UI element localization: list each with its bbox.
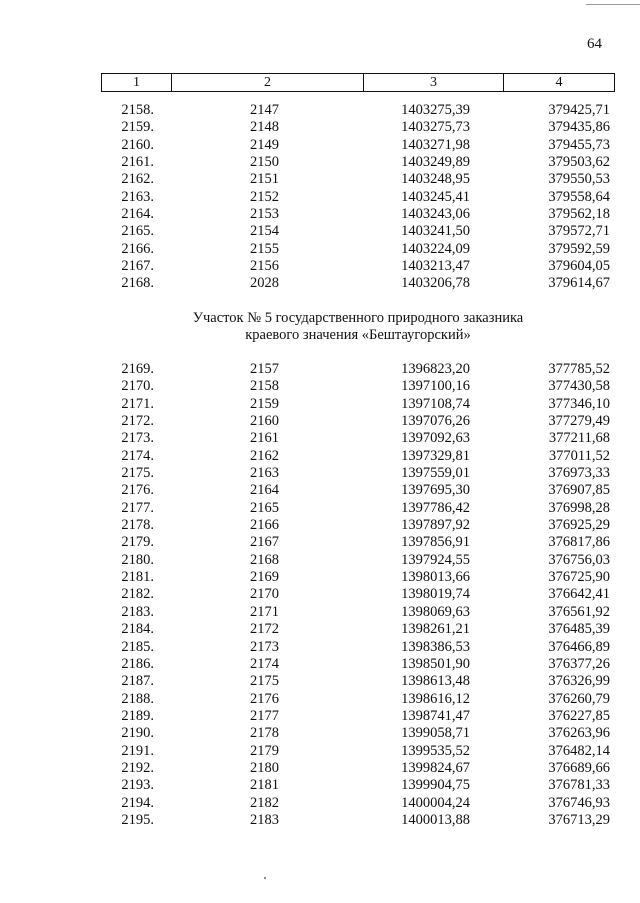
cell-col-4: 376466,89 <box>548 638 610 655</box>
table-row <box>0 725 640 742</box>
cell-col-4: 377785,52 <box>548 361 610 377</box>
cell-col-4: 379572,71 <box>548 223 610 240</box>
cell-col-2: 2165 <box>250 499 279 516</box>
cell-col-1: 2171. <box>121 395 154 412</box>
cell-col-4: 379562,18 <box>548 206 610 223</box>
cell-col-2: 2183 <box>250 811 279 828</box>
cell-col-4: 376227,85 <box>548 707 610 724</box>
cell-col-3: 1398386,53 <box>401 638 470 655</box>
scan-mark <box>264 877 266 879</box>
cell-col-1: 2163. <box>121 188 154 205</box>
table-row <box>0 137 640 154</box>
cell-col-2: 2159 <box>250 395 279 412</box>
cell-col-3: 1397924,55 <box>401 551 470 568</box>
table-row <box>0 413 640 430</box>
cell-col-1: 2194. <box>121 794 154 811</box>
cell-col-3: 1403275,39 <box>401 102 470 118</box>
cell-col-4: 379550,53 <box>548 171 610 188</box>
cell-col-1: 2158. <box>121 102 154 118</box>
cell-col-2: 2170 <box>250 586 279 603</box>
table-row <box>0 743 640 760</box>
cell-col-2: 2175 <box>250 673 279 690</box>
cell-col-3: 1397856,91 <box>401 534 470 551</box>
cell-col-1: 2175. <box>121 465 154 482</box>
cell-col-3: 1399904,75 <box>401 777 470 794</box>
cell-col-1: 2184. <box>121 621 154 638</box>
cell-col-3: 1403275,73 <box>401 119 470 136</box>
cell-col-1: 2165. <box>121 223 154 240</box>
cell-col-3: 1398501,90 <box>401 655 470 672</box>
table-header <box>101 73 615 92</box>
table-row <box>0 500 640 517</box>
cell-col-2: 2179 <box>250 742 279 759</box>
cell-col-2: 2173 <box>250 638 279 655</box>
cell-col-3: 1397100,16 <box>401 378 470 395</box>
cell-col-2: 2169 <box>250 569 279 586</box>
cell-col-2: 2150 <box>250 154 279 171</box>
cell-col-3: 1403224,09 <box>401 240 470 257</box>
cell-col-1: 2190. <box>121 725 154 742</box>
cell-col-2: 2149 <box>250 136 279 153</box>
section-title-line-1: Участок № 5 государственного природного заказника <box>192 310 524 326</box>
cell-col-2: 2182 <box>250 794 279 811</box>
cell-col-4: 379604,05 <box>548 258 610 275</box>
cell-col-3: 1403245,41 <box>401 188 470 205</box>
cell-col-1: 2164. <box>121 206 154 223</box>
table-row <box>0 361 640 378</box>
cell-col-2: 2160 <box>250 413 279 430</box>
cell-col-4: 377211,68 <box>548 430 610 447</box>
cell-col-2: 2158 <box>250 378 279 395</box>
table-row <box>0 760 640 777</box>
cell-col-3: 1403248,95 <box>401 171 470 188</box>
cell-col-4: 376998,28 <box>548 499 610 516</box>
cell-col-4: 376642,41 <box>548 586 610 603</box>
table-row <box>0 448 640 465</box>
table-row <box>0 119 640 136</box>
cell-col-4: 376746,93 <box>548 794 610 811</box>
table-row <box>0 621 640 638</box>
table-row <box>0 258 640 275</box>
cell-col-2: 2168 <box>250 551 279 568</box>
cell-col-3: 1398741,47 <box>401 707 470 724</box>
table-row <box>0 189 640 206</box>
table-row <box>0 465 640 482</box>
cell-col-1: 2167. <box>121 258 154 275</box>
cell-col-2: 2153 <box>250 206 279 223</box>
page-number: 64 <box>587 36 602 52</box>
cell-col-1: 2181. <box>121 569 154 586</box>
cell-col-2: 2180 <box>250 759 279 776</box>
cell-col-3: 1397108,74 <box>401 395 470 412</box>
cell-col-1: 2183. <box>121 603 154 620</box>
cell-col-4: 379503,62 <box>548 154 610 171</box>
cell-col-1: 2173. <box>121 430 154 447</box>
cell-col-2: 2166 <box>250 517 279 534</box>
cell-col-1: 2178. <box>121 517 154 534</box>
table-row <box>0 430 640 447</box>
cell-col-3: 1403213,47 <box>401 258 470 275</box>
cell-col-3: 1397076,26 <box>401 413 470 430</box>
table-row <box>0 812 640 829</box>
cell-col-4: 379614,67 <box>548 275 610 292</box>
cell-col-4: 376689,66 <box>548 759 610 776</box>
cell-col-2: 2164 <box>250 482 279 499</box>
cell-col-4: 376725,90 <box>548 569 610 586</box>
cell-col-2: 2161 <box>250 430 279 447</box>
cell-col-4: 377346,10 <box>548 395 610 412</box>
cell-col-4: 379425,71 <box>548 102 610 118</box>
cell-col-1: 2185. <box>121 638 154 655</box>
cell-col-4: 379592,59 <box>548 240 610 257</box>
cell-col-4: 377011,52 <box>548 447 610 464</box>
cell-col-3: 1397329,81 <box>401 447 470 464</box>
cell-col-3: 1403249,89 <box>401 154 470 171</box>
table-row <box>0 378 640 395</box>
cell-col-4: 376260,79 <box>548 690 610 707</box>
header-col-4: 4 <box>503 74 614 91</box>
cell-col-1: 2193. <box>121 777 154 794</box>
cell-col-4: 376781,33 <box>548 777 610 794</box>
cell-col-1: 2179. <box>121 534 154 551</box>
cell-col-4: 377279,49 <box>548 413 610 430</box>
cell-col-4: 376561,92 <box>548 603 610 620</box>
cell-col-4: 379455,73 <box>548 136 610 153</box>
cell-col-3: 1400013,88 <box>401 811 470 828</box>
cell-col-3: 1403243,06 <box>401 206 470 223</box>
table-row <box>0 708 640 725</box>
cell-col-1: 2188. <box>121 690 154 707</box>
cell-col-1: 2160. <box>121 136 154 153</box>
cell-col-1: 2170. <box>121 378 154 395</box>
cell-col-2: 2181 <box>250 777 279 794</box>
section-title <box>0 310 640 344</box>
cell-col-2: 2151 <box>250 171 279 188</box>
cell-col-3: 1398616,12 <box>401 690 470 707</box>
section-title-line-2: краевого значения «Бештаугорский» <box>245 327 471 343</box>
cell-col-1: 2161. <box>121 154 154 171</box>
table-row <box>0 275 640 292</box>
cell-col-2: 2172 <box>250 621 279 638</box>
table-row <box>0 534 640 551</box>
cell-col-1: 2182. <box>121 586 154 603</box>
cell-col-4: 376925,29 <box>548 517 610 534</box>
cell-col-2: 2162 <box>250 447 279 464</box>
table-row <box>0 171 640 188</box>
cell-col-3: 1398069,63 <box>401 603 470 620</box>
cell-col-3: 1399058,71 <box>401 725 470 742</box>
cell-col-2: 2178 <box>250 725 279 742</box>
cell-col-2: 2167 <box>250 534 279 551</box>
coordinates-table-top <box>0 102 640 293</box>
cell-col-4: 376756,03 <box>548 551 610 568</box>
cell-col-3: 1397897,92 <box>401 517 470 534</box>
cell-col-4: 376482,14 <box>548 742 610 759</box>
cell-col-3: 1398613,48 <box>401 673 470 690</box>
table-row <box>0 777 640 794</box>
cell-col-3: 1403206,78 <box>401 275 470 292</box>
cell-col-3: 1398013,66 <box>401 569 470 586</box>
table-row <box>0 673 640 690</box>
cell-col-4: 376713,29 <box>548 811 610 828</box>
cell-col-3: 1400004,24 <box>401 794 470 811</box>
cell-col-4: 376377,26 <box>548 655 610 672</box>
cell-col-4: 376817,86 <box>548 534 610 551</box>
cell-col-1: 2192. <box>121 759 154 776</box>
cell-col-2: 2152 <box>250 188 279 205</box>
cell-col-1: 2176. <box>121 482 154 499</box>
cell-col-2: 2176 <box>250 690 279 707</box>
cell-col-3: 1397559,01 <box>401 465 470 482</box>
table-row <box>0 241 640 258</box>
cell-col-4: 376326,99 <box>548 673 610 690</box>
cell-col-2: 2174 <box>250 655 279 672</box>
cell-col-4: 376907,85 <box>548 482 610 499</box>
cell-col-1: 2195. <box>121 811 154 828</box>
table-row <box>0 223 640 240</box>
table-row <box>0 552 640 569</box>
top-rule <box>586 4 640 5</box>
table-row <box>0 795 640 812</box>
cell-col-3: 1398019,74 <box>401 586 470 603</box>
coordinates-table-bottom <box>0 361 640 829</box>
cell-col-3: 1397786,42 <box>401 499 470 516</box>
cell-col-1: 2172. <box>121 413 154 430</box>
cell-col-3: 1396823,20 <box>401 361 470 377</box>
cell-col-3: 1399824,67 <box>401 759 470 776</box>
cell-col-1: 2174. <box>121 447 154 464</box>
cell-col-3: 1403271,98 <box>401 136 470 153</box>
cell-col-2: 2148 <box>250 119 279 136</box>
cell-col-2: 2177 <box>250 707 279 724</box>
cell-col-1: 2169. <box>121 361 154 377</box>
table-row <box>0 639 640 656</box>
cell-col-2: 2163 <box>250 465 279 482</box>
cell-col-1: 2186. <box>121 655 154 672</box>
cell-col-1: 2187. <box>121 673 154 690</box>
cell-col-3: 1397092,63 <box>401 430 470 447</box>
cell-col-2: 2154 <box>250 223 279 240</box>
cell-col-1: 2168. <box>121 275 154 292</box>
cell-col-4: 376263,96 <box>548 725 610 742</box>
cell-col-2: 2156 <box>250 258 279 275</box>
cell-col-2: 2171 <box>250 603 279 620</box>
table-row <box>0 206 640 223</box>
cell-col-2: 2155 <box>250 240 279 257</box>
table-row <box>0 691 640 708</box>
cell-col-1: 2159. <box>121 119 154 136</box>
cell-col-3: 1399535,52 <box>401 742 470 759</box>
header-col-2: 2 <box>171 74 363 91</box>
cell-col-1: 2180. <box>121 551 154 568</box>
header-col-1: 1 <box>133 74 140 90</box>
table-row <box>0 586 640 603</box>
cell-col-3: 1398261,21 <box>401 621 470 638</box>
table-row <box>0 154 640 171</box>
cell-col-3: 1403241,50 <box>401 223 470 240</box>
cell-col-4: 376973,33 <box>548 465 610 482</box>
header-col-3: 3 <box>363 74 503 91</box>
cell-col-1: 2166. <box>121 240 154 257</box>
cell-col-4: 377430,58 <box>548 378 610 395</box>
table-row <box>0 656 640 673</box>
cell-col-4: 376485,39 <box>548 621 610 638</box>
cell-col-1: 2191. <box>121 742 154 759</box>
table-row <box>0 102 640 119</box>
table-row <box>0 482 640 499</box>
cell-col-2: 2147 <box>250 102 279 118</box>
table-row <box>0 569 640 586</box>
cell-col-2: 2028 <box>250 275 279 292</box>
table-row <box>0 396 640 413</box>
table-row <box>0 517 640 534</box>
cell-col-3: 1397695,30 <box>401 482 470 499</box>
table-row <box>0 604 640 621</box>
cell-col-4: 379435,86 <box>548 119 610 136</box>
cell-col-1: 2189. <box>121 707 154 724</box>
cell-col-2: 2157 <box>250 361 279 377</box>
cell-col-1: 2162. <box>121 171 154 188</box>
cell-col-4: 379558,64 <box>548 188 610 205</box>
cell-col-1: 2177. <box>121 499 154 516</box>
